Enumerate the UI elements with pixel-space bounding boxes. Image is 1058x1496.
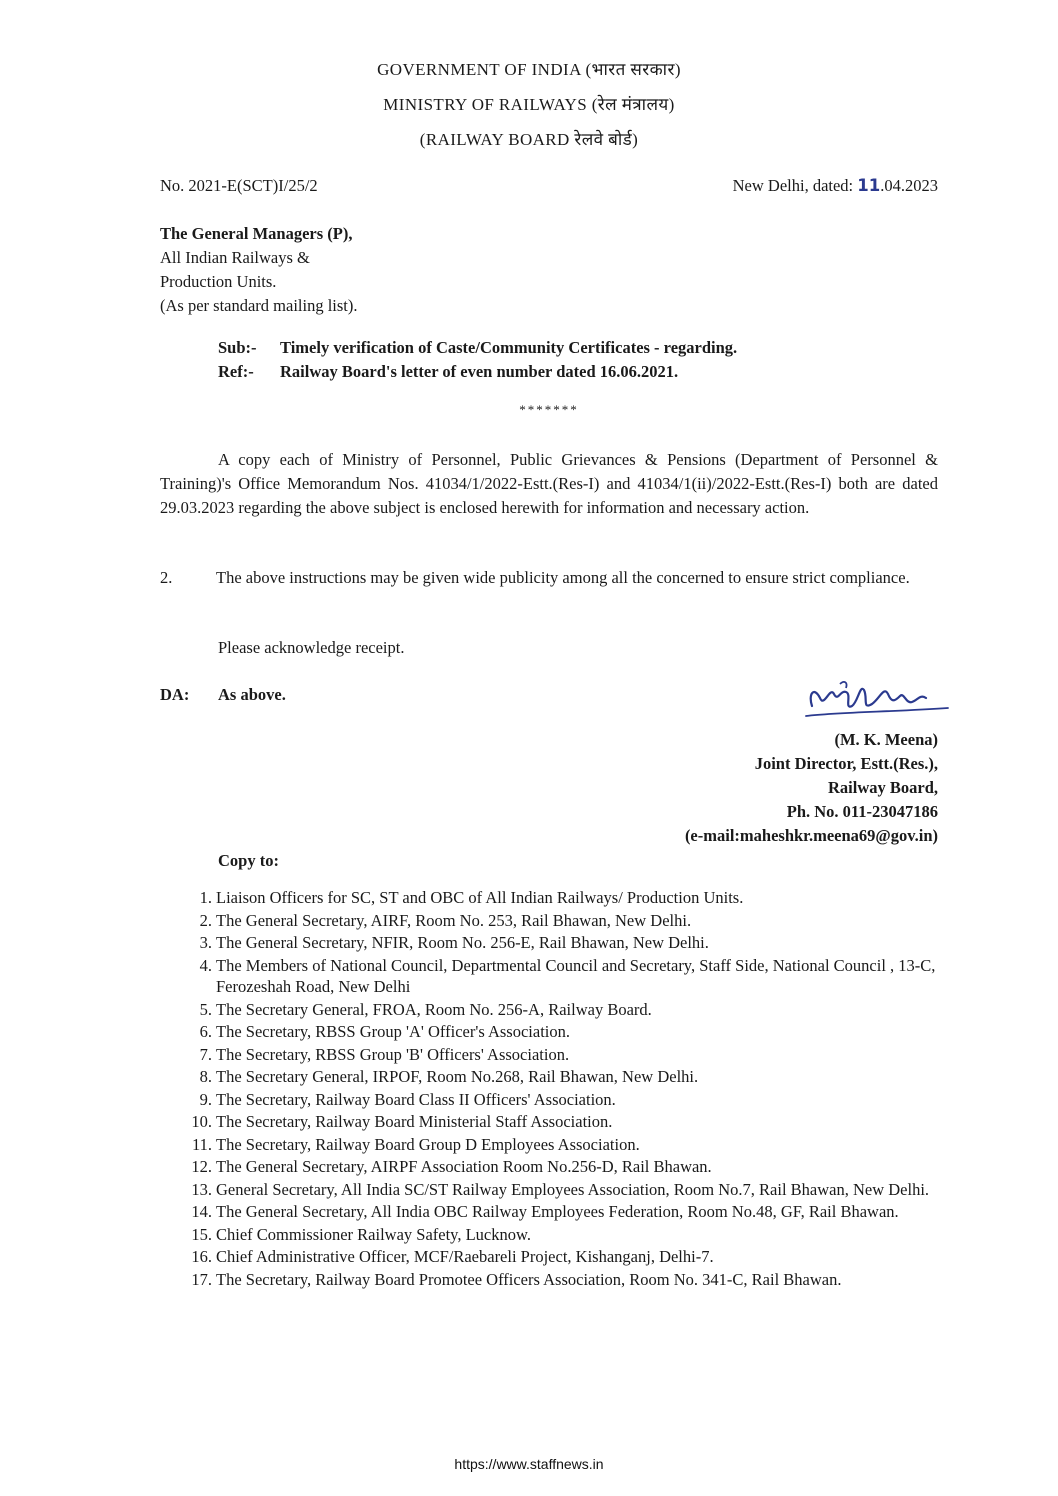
header-board: (RAILWAY BOARD रेलवे बोर्ड): [419, 130, 639, 149]
signatory-name: (M. K. Meena): [834, 730, 938, 749]
list-item-text: The General Secretary, NFIR, Room No. 256-E, Rail Bhawan, New Delhi.: [216, 933, 709, 952]
list-item: [172, 1066, 938, 1088]
list-item-text: The General Secretary, AIRF, Room No. 253, Rail Bhawan, New Delhi.: [216, 910, 692, 930]
signatory-phone: Ph. No. 011-23047186: [786, 802, 938, 821]
signatory-email: (e-mail:maheshkr.meena69@gov.in): [684, 826, 938, 845]
list-item-text: The General Secretary, AIRPF Association Room No.256-D, Rail Bhawan.: [216, 1157, 712, 1176]
sub-label: Sub:-: [218, 338, 257, 357]
header-ministry: MINISTRY OF RAILWAYS (रेल मंत्रालय): [383, 95, 675, 114]
list-item-number: 1.: [199, 888, 212, 907]
subject-block: [218, 336, 938, 384]
letter-number: No. 2021-E(SCT)I/25/2: [160, 176, 318, 195]
list-item-text: The General Secretary, All India OBC Railway Employees Federation, Room No.48, GF, Rail Bhawan.: [216, 1202, 899, 1221]
list-item: [172, 910, 938, 932]
list-item-number: 13.: [191, 1179, 212, 1199]
sub-text: Timely verification of Caste/Community Certificates - regarding.: [280, 338, 738, 357]
list-item: [172, 1201, 938, 1223]
list-item: [172, 1021, 938, 1043]
list-item: [172, 1111, 938, 1133]
list-item-number: 7.: [199, 1044, 212, 1064]
list-item-text: The Secretary General, FROA, Room No. 256-A, Railway Board.: [216, 999, 652, 1019]
addressee: [160, 222, 358, 318]
list-item-number: 14.: [191, 1202, 212, 1221]
paragraph-2-number: 2.: [160, 568, 173, 587]
list-item-number: 11.: [191, 1134, 212, 1154]
list-item-text: The Secretary, Railway Board Ministerial Staff Association.: [216, 1112, 613, 1131]
ref-label: Ref:-: [218, 362, 254, 381]
list-item: [172, 932, 938, 954]
paragraph-2: [160, 566, 938, 590]
date-day: 11: [857, 176, 881, 195]
signatory-office: Railway Board,: [827, 778, 938, 797]
date-prefix: New Delhi, dated:: [732, 176, 854, 195]
list-item-number: 4.: [199, 955, 212, 975]
list-item-number: 16.: [191, 1247, 212, 1266]
list-item-text: The Members of National Council, Departmental Council and Secretary, Staff Side, National Council , 13-C, Ferozeshah Road, New Delhi: [216, 955, 936, 996]
paragraph-2-text: The above instructions may be given wide publicity among all the concerned to ensure strict compliance.: [216, 568, 910, 587]
list-item: [172, 1089, 938, 1111]
list-item-number: 2.: [199, 910, 212, 930]
list-item-text: The Secretary, RBSS Group 'B' Officers' Association.: [216, 1044, 570, 1064]
footer-url: https://www.staffnews.in: [454, 1456, 604, 1472]
list-item-number: 6.: [199, 1022, 212, 1041]
addressee-title: The General Managers (P),: [160, 224, 353, 243]
copy-to-list-wrapper: [172, 887, 938, 1291]
list-item-number: 3.: [199, 933, 212, 952]
acknowledge-line: Please acknowledge receipt.: [218, 638, 405, 657]
addressee-line: Production Units.: [160, 272, 277, 291]
list-item-text: The Secretary, RBSS Group 'A' Officer's Association.: [216, 1022, 570, 1041]
list-item: [172, 1246, 938, 1268]
list-item: [172, 955, 938, 998]
list-item-text: The Secretary, Railway Board Group D Employees Association.: [216, 1134, 640, 1154]
list-item: [172, 1044, 938, 1066]
addressee-line: (As per standard mailing list).: [160, 296, 358, 315]
copy-to-list: [172, 887, 938, 1290]
separator-stars: *******: [519, 402, 579, 417]
copy-to-label: Copy to:: [218, 851, 279, 870]
list-item-number: 9.: [199, 1089, 212, 1109]
list-item: [172, 1179, 938, 1201]
list-item: [172, 1156, 938, 1178]
list-item-text: The Secretary, Railway Board Promotee Officers Association, Room No. 341-C, Rail Bhawan.: [216, 1269, 842, 1289]
list-item-number: 10.: [191, 1112, 212, 1131]
list-item-text: Chief Commissioner Railway Safety, Lucknow.: [216, 1224, 531, 1244]
signatory-designation: Joint Director, Estt.(Res.),: [754, 754, 938, 773]
list-item-number: 12.: [191, 1157, 212, 1176]
list-item-text: The Secretary General, IRPOF, Room No.268, Rail Bhawan, New Delhi.: [216, 1067, 699, 1086]
list-item-number: 15.: [191, 1224, 212, 1244]
list-item-text: General Secretary, All India SC/ST Railway Employees Association, Room No.7, Rail Bhawan, New Delhi.: [216, 1179, 930, 1199]
list-item: [172, 999, 938, 1021]
addressee-line: All Indian Railways &: [160, 248, 310, 267]
list-item-number: 8.: [199, 1067, 212, 1086]
date-rest: .04.2023: [880, 176, 938, 195]
list-item-text: Liaison Officers for SC, ST and OBC of All Indian Railways/ Production Units.: [216, 888, 744, 907]
header-government: GOVERNMENT OF INDIA (भारत सरकार): [377, 60, 681, 79]
enclosure-line: [160, 683, 286, 707]
paragraph-1: A copy each of Ministry of Personnel, Public Grievances & Pensions (Department of Personnel & Training)'s Office Memorandum Nos. 41034/1/2022-Estt.(Res-I) and 41034/1(ii)/2022-Estt.(Res-I) both are dated 29.03.2023 regarding the above subject is enclosed herewith for information and necessary action.: [160, 450, 938, 517]
ref-text: Railway Board's letter of even number dated 16.06.2021.: [280, 362, 679, 381]
list-item-text: The Secretary, Railway Board Class II Officers' Association.: [216, 1089, 616, 1109]
list-item-number: 17.: [191, 1269, 212, 1289]
list-item: [172, 1134, 938, 1156]
list-item: [172, 887, 938, 909]
da-text: As above.: [218, 685, 286, 704]
letter-date: [733, 174, 938, 198]
list-item-text: Chief Administrative Officer, MCF/Raebareli Project, Kishanganj, Delhi-7.: [216, 1247, 714, 1266]
signature-image: [800, 676, 950, 724]
list-item-number: 5.: [199, 999, 212, 1019]
list-item: [172, 1269, 938, 1291]
signatory-block: [538, 728, 938, 848]
da-label: DA:: [160, 685, 190, 704]
list-item: [172, 1224, 938, 1246]
